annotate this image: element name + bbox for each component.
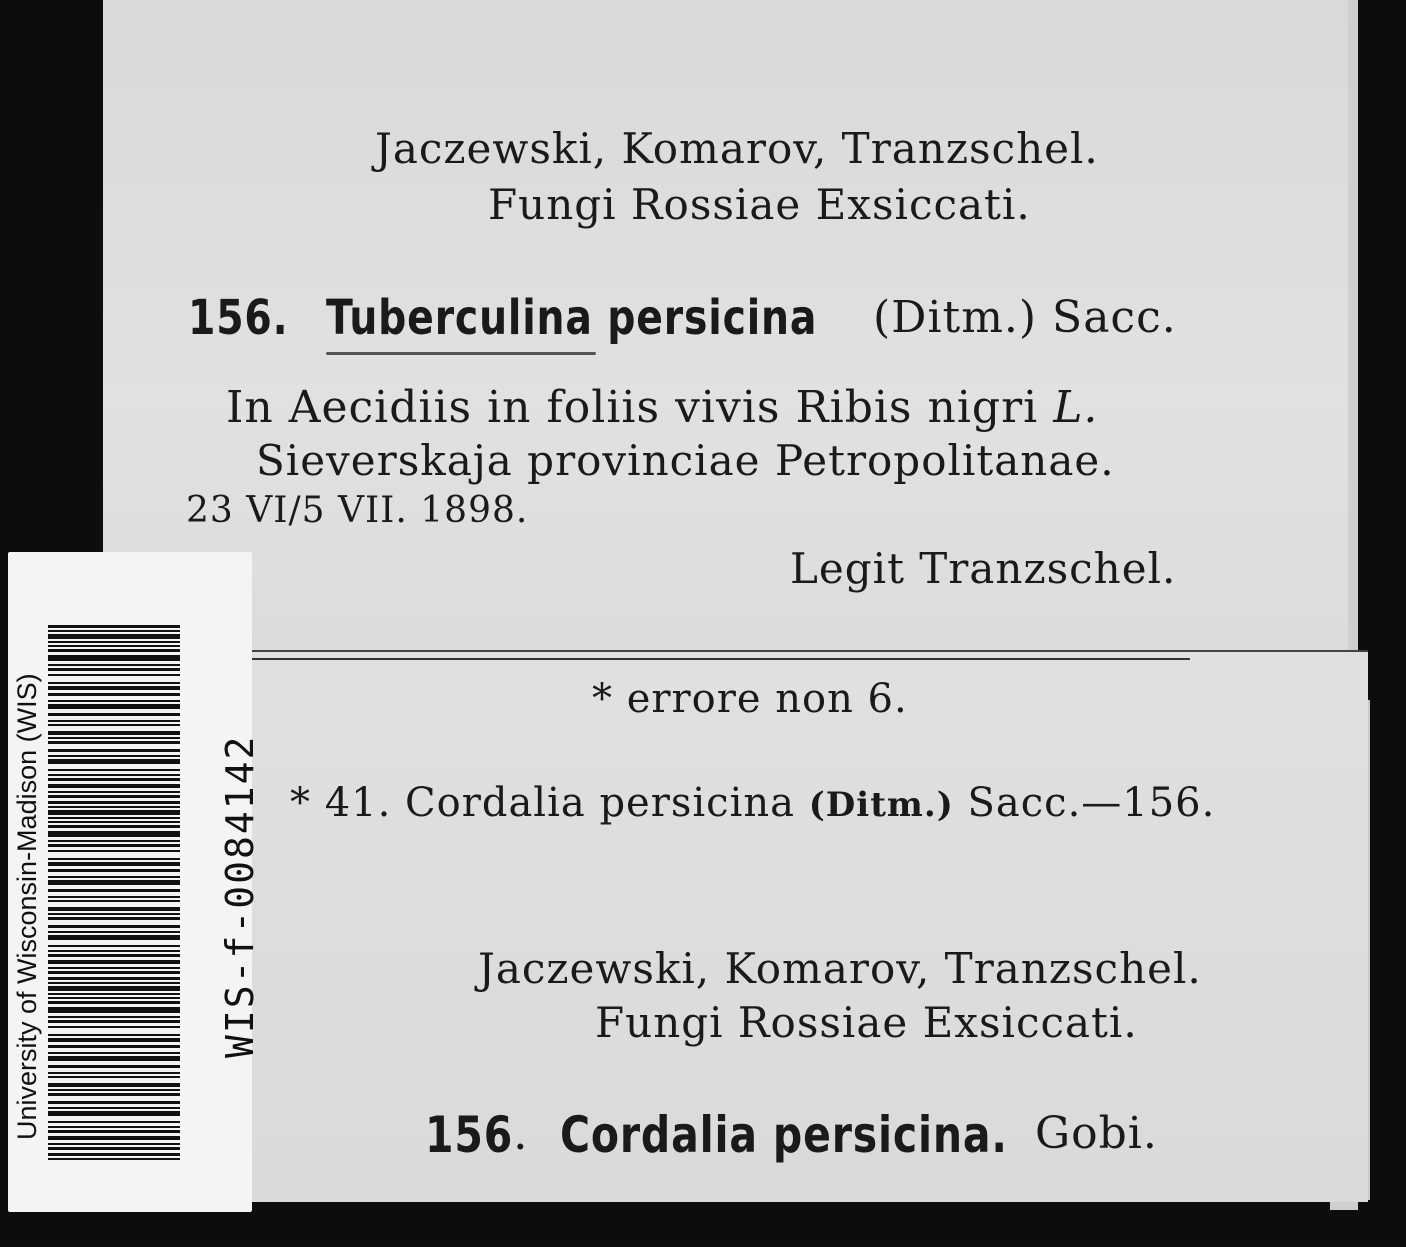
- barcode-bar: [48, 625, 180, 628]
- barcode-bar: [48, 774, 180, 776]
- barcode-bar: [48, 844, 180, 847]
- barcode-bar: [48, 1126, 180, 1128]
- barcode-bar: [48, 634, 180, 639]
- barcode-bar: [48, 840, 180, 842]
- barcode-bar: [48, 997, 180, 999]
- barcode-bar: [48, 950, 180, 952]
- barcode-bar: [48, 960, 180, 964]
- barcode-bar: [48, 1016, 180, 1018]
- barcode-bar: [48, 1076, 180, 1078]
- pencil-underline: [326, 352, 596, 355]
- host-row: [226, 382, 1098, 433]
- barcode-bar: [48, 700, 180, 702]
- top-authority: (Ditm.) Sacc.: [873, 292, 1177, 343]
- barcode-bar: [48, 649, 180, 652]
- barcode-bar: [48, 825, 180, 828]
- barcode-bar: [48, 831, 180, 837]
- bottom-authority: Gobi.: [1035, 1108, 1158, 1159]
- correction-row: [290, 780, 1215, 826]
- barcode-bar: [48, 913, 180, 915]
- barcode-bar: [48, 664, 180, 666]
- barcode-bar: [48, 806, 180, 808]
- barcode-bar: [48, 917, 180, 920]
- correction-prefix: * 41. Cordalia persicina: [290, 780, 795, 826]
- barcode-bar: [48, 1072, 180, 1074]
- bottom-species: Cordalia persicina.: [560, 1106, 1008, 1164]
- correction-suffix: Sacc.—156.: [967, 780, 1216, 826]
- barcode-bar: [48, 967, 180, 969]
- barcode-bar: [48, 630, 180, 632]
- barcode-bar: [48, 850, 180, 852]
- correction-authority: (Ditm.): [808, 785, 954, 825]
- barcode-bar: [48, 971, 180, 974]
- barcode-bar: [48, 724, 180, 726]
- barcode-bar: [48, 1065, 180, 1068]
- barcode-bar: [48, 1045, 180, 1048]
- divider: [245, 658, 1190, 660]
- catalog-number: WIS-f-0084142: [218, 734, 262, 1058]
- host-authority: L.: [1053, 382, 1099, 433]
- barcode-bar: [48, 668, 180, 671]
- barcode-bar: [48, 935, 180, 940]
- barcode-bar: [48, 713, 180, 716]
- barcode-bar: [48, 931, 180, 933]
- barcode-bar: [48, 1093, 180, 1096]
- barcode-bar: [48, 641, 180, 643]
- barcode-bar: [48, 900, 180, 902]
- barcode-bar: [48, 674, 180, 676]
- errata-note: * errore non 6.: [592, 676, 908, 722]
- barcode-bar: [48, 759, 180, 764]
- barcode-bar: [48, 977, 180, 980]
- barcode-bar: [48, 1089, 180, 1091]
- barcode-bar: [48, 1007, 180, 1013]
- barcode-bar: [48, 755, 180, 757]
- barcode-bar: [48, 1147, 180, 1150]
- barcode-bar: [48, 1121, 180, 1123]
- barcode-bar: [48, 986, 180, 991]
- barcode: [48, 625, 180, 1160]
- host-text: In Aecidiis in foliis vivis Ribis nigri: [226, 382, 1039, 433]
- barcode-bar: [48, 749, 180, 752]
- collector: Legit Tranzschel.: [790, 544, 1177, 593]
- bottom-number-dot: .: [513, 1106, 529, 1160]
- top-authors: Jaczewski, Komarov, Tranzschel.: [375, 124, 1099, 173]
- barcode-bar: [48, 862, 180, 866]
- barcode-bar: [48, 769, 180, 771]
- barcode-bar: [48, 1052, 180, 1054]
- barcode-bar: [48, 1101, 180, 1104]
- barcode-bar: [48, 1143, 180, 1145]
- barcode-bar: [48, 1107, 180, 1109]
- collection-date: 23 VI/5 VII. 1898.: [186, 490, 529, 531]
- top-species: Tuberculina persicina: [326, 290, 818, 346]
- barcode-bar: [48, 1026, 180, 1028]
- barcode-bar: [48, 1111, 180, 1116]
- barcode-bar: [48, 821, 180, 823]
- barcode-bar: [48, 1083, 180, 1087]
- barcode-bar: [48, 720, 180, 722]
- barcode-bar: [48, 907, 180, 911]
- barcode-bar: [48, 1020, 180, 1023]
- barcode-bar: [48, 682, 180, 684]
- barcode-bar: [48, 693, 180, 696]
- bottom-number: 156: [425, 1106, 514, 1164]
- barcode-bar: [48, 1034, 180, 1036]
- barcode-bar: [48, 925, 180, 928]
- barcode-bar: [48, 741, 180, 744]
- locality: Sieverskaja provinciae Petropolitanae.: [256, 436, 1115, 485]
- barcode-bar: [48, 731, 180, 735]
- barcode-bar: [48, 737, 180, 739]
- barcode-bar: [48, 801, 180, 804]
- barcode-bar: [48, 1158, 180, 1160]
- barcode-bar: [48, 795, 180, 798]
- barcode-bar: [48, 869, 180, 872]
- barcode-bar: [48, 954, 180, 957]
- barcode-bar: [48, 876, 180, 878]
- barcode-bar: [48, 993, 180, 995]
- barcode-bar: [48, 645, 180, 647]
- top-series: Fungi Rossiae Exsiccati.: [488, 180, 1031, 229]
- barcode-bar: [48, 1038, 180, 1042]
- barcode-bar: [48, 1056, 180, 1061]
- barcode-bar: [48, 889, 180, 892]
- institution-name: University of Wisconsin-Madison (WIS): [12, 673, 42, 1140]
- barcode-bar: [48, 817, 180, 819]
- barcode-bar: [48, 880, 180, 885]
- barcode-bar: [48, 778, 180, 781]
- barcode-bar: [48, 704, 180, 709]
- barcode-bar: [48, 791, 180, 793]
- barcode-bar: [48, 1001, 180, 1004]
- barcode-bar: [48, 1130, 180, 1133]
- barcode-bar: [48, 686, 180, 690]
- barcode-bar: [48, 945, 180, 947]
- barcode-bar: [48, 982, 180, 984]
- barcode-bar: [48, 896, 180, 898]
- bottom-authors: Jaczewski, Komarov, Tranzschel.: [478, 944, 1202, 993]
- bottom-series: Fungi Rossiae Exsiccati.: [595, 998, 1138, 1047]
- barcode-bar: [48, 1136, 180, 1140]
- top-number: 156.: [188, 290, 289, 346]
- barcode-bar: [48, 655, 180, 661]
- barcode-bar: [48, 858, 180, 860]
- barcode-bar: [48, 784, 180, 788]
- barcode-bar: [48, 1153, 180, 1156]
- barcode-bar: [48, 810, 180, 815]
